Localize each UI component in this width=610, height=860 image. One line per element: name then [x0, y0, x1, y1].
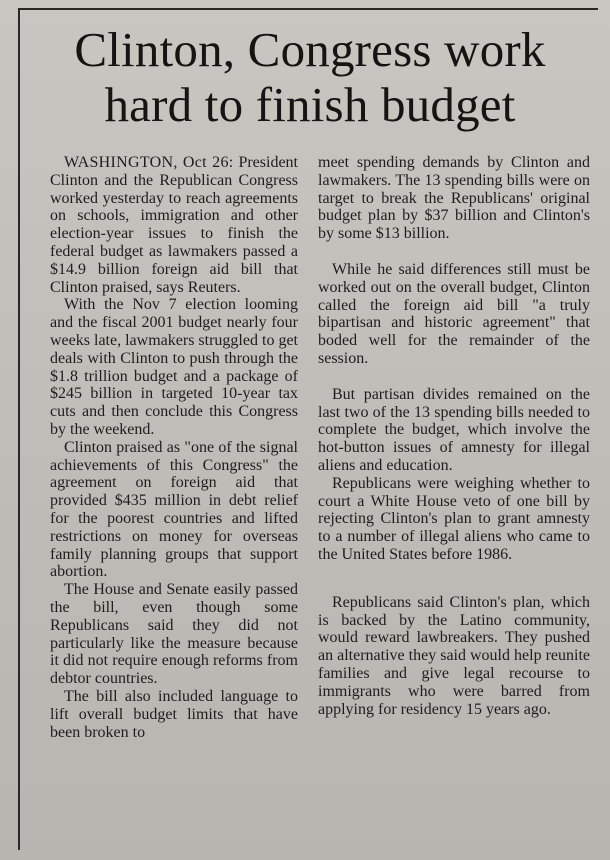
article-paragraph-7: While he said differences still must be worked out on the overall budget, Clinton called the foreign aid bill "a truly bipartisan and historic agreement" that boded well for the remainder of the session.: [318, 260, 590, 367]
article-paragraph-9: Republicans were weighing whether to court a White House veto of one bill by rejecting Clinton's plan to grant amnesty to a number of illegal aliens who came to the United States before 1986.: [318, 474, 590, 563]
top-rule: [18, 8, 598, 10]
article-column-right: [318, 154, 590, 718]
article-paragraph-3: Clinton praised as "one of the signal achievements of this Congress" the agreement on foreign aid that provided $435 million in debt relief for the poorest countries and lifted restrictions on money for overseas family planning groups that support abortion.: [50, 438, 298, 581]
article-paragraph-10: Republicans said Clinton's plan, which is backed by the Latino community, would reward lawbreakers. They pushed an alternative they said would help reunite families and give legal recourse to immigrants who were barred from applying for residency 15 years ago.: [318, 593, 590, 718]
dateline: WASHINGTON, Oct 26:: [64, 154, 234, 171]
article-paragraph-1: [50, 154, 298, 296]
headline: [22, 22, 598, 132]
article-column-left: [50, 154, 298, 741]
article-paragraph-6: meet spending demands by Clinton and lawmakers. The 13 spending bills were on target to break the Republicans' original budget plan by $37 billion and Clinton's by some $13 billion.: [318, 154, 590, 243]
left-rule: [18, 8, 20, 850]
article-paragraph-8: But partisan divides remained on the last two of the 13 spending bills needed to complete the budget, which involve the hot-button issues of amnesty for illegal aliens and education.: [318, 385, 590, 474]
headline-line-1: Clinton, Congress work: [74, 22, 546, 77]
article-paragraph-5: The bill also included language to lift overall budget limits that have been broken to: [50, 687, 298, 741]
article-paragraph-2: With the Nov 7 election looming and the fiscal 2001 budget nearly four weeks late, lawmakers struggled to get deals with Clinton to push through the $1.8 trillion budget and a package of $245 billion in targeted 10-year tax cuts and then conclude this Congress by the weekend.: [50, 296, 298, 438]
headline-line-2: hard to finish budget: [104, 77, 516, 132]
article-paragraph-4: The House and Senate easily passed the bill, even though some Republicans said they did not particularly like the measure because it did not require enough reforms from debtor countries.: [50, 581, 298, 688]
paragraph-text: President Clinton and the Republican Congress worked yesterday to reach agreements on schools, immigration and other election-year issues to finish the federal budget as lawmakers passed a $14.9 billion foreign aid bill that Clinton praised, says Reuters.: [50, 154, 298, 296]
